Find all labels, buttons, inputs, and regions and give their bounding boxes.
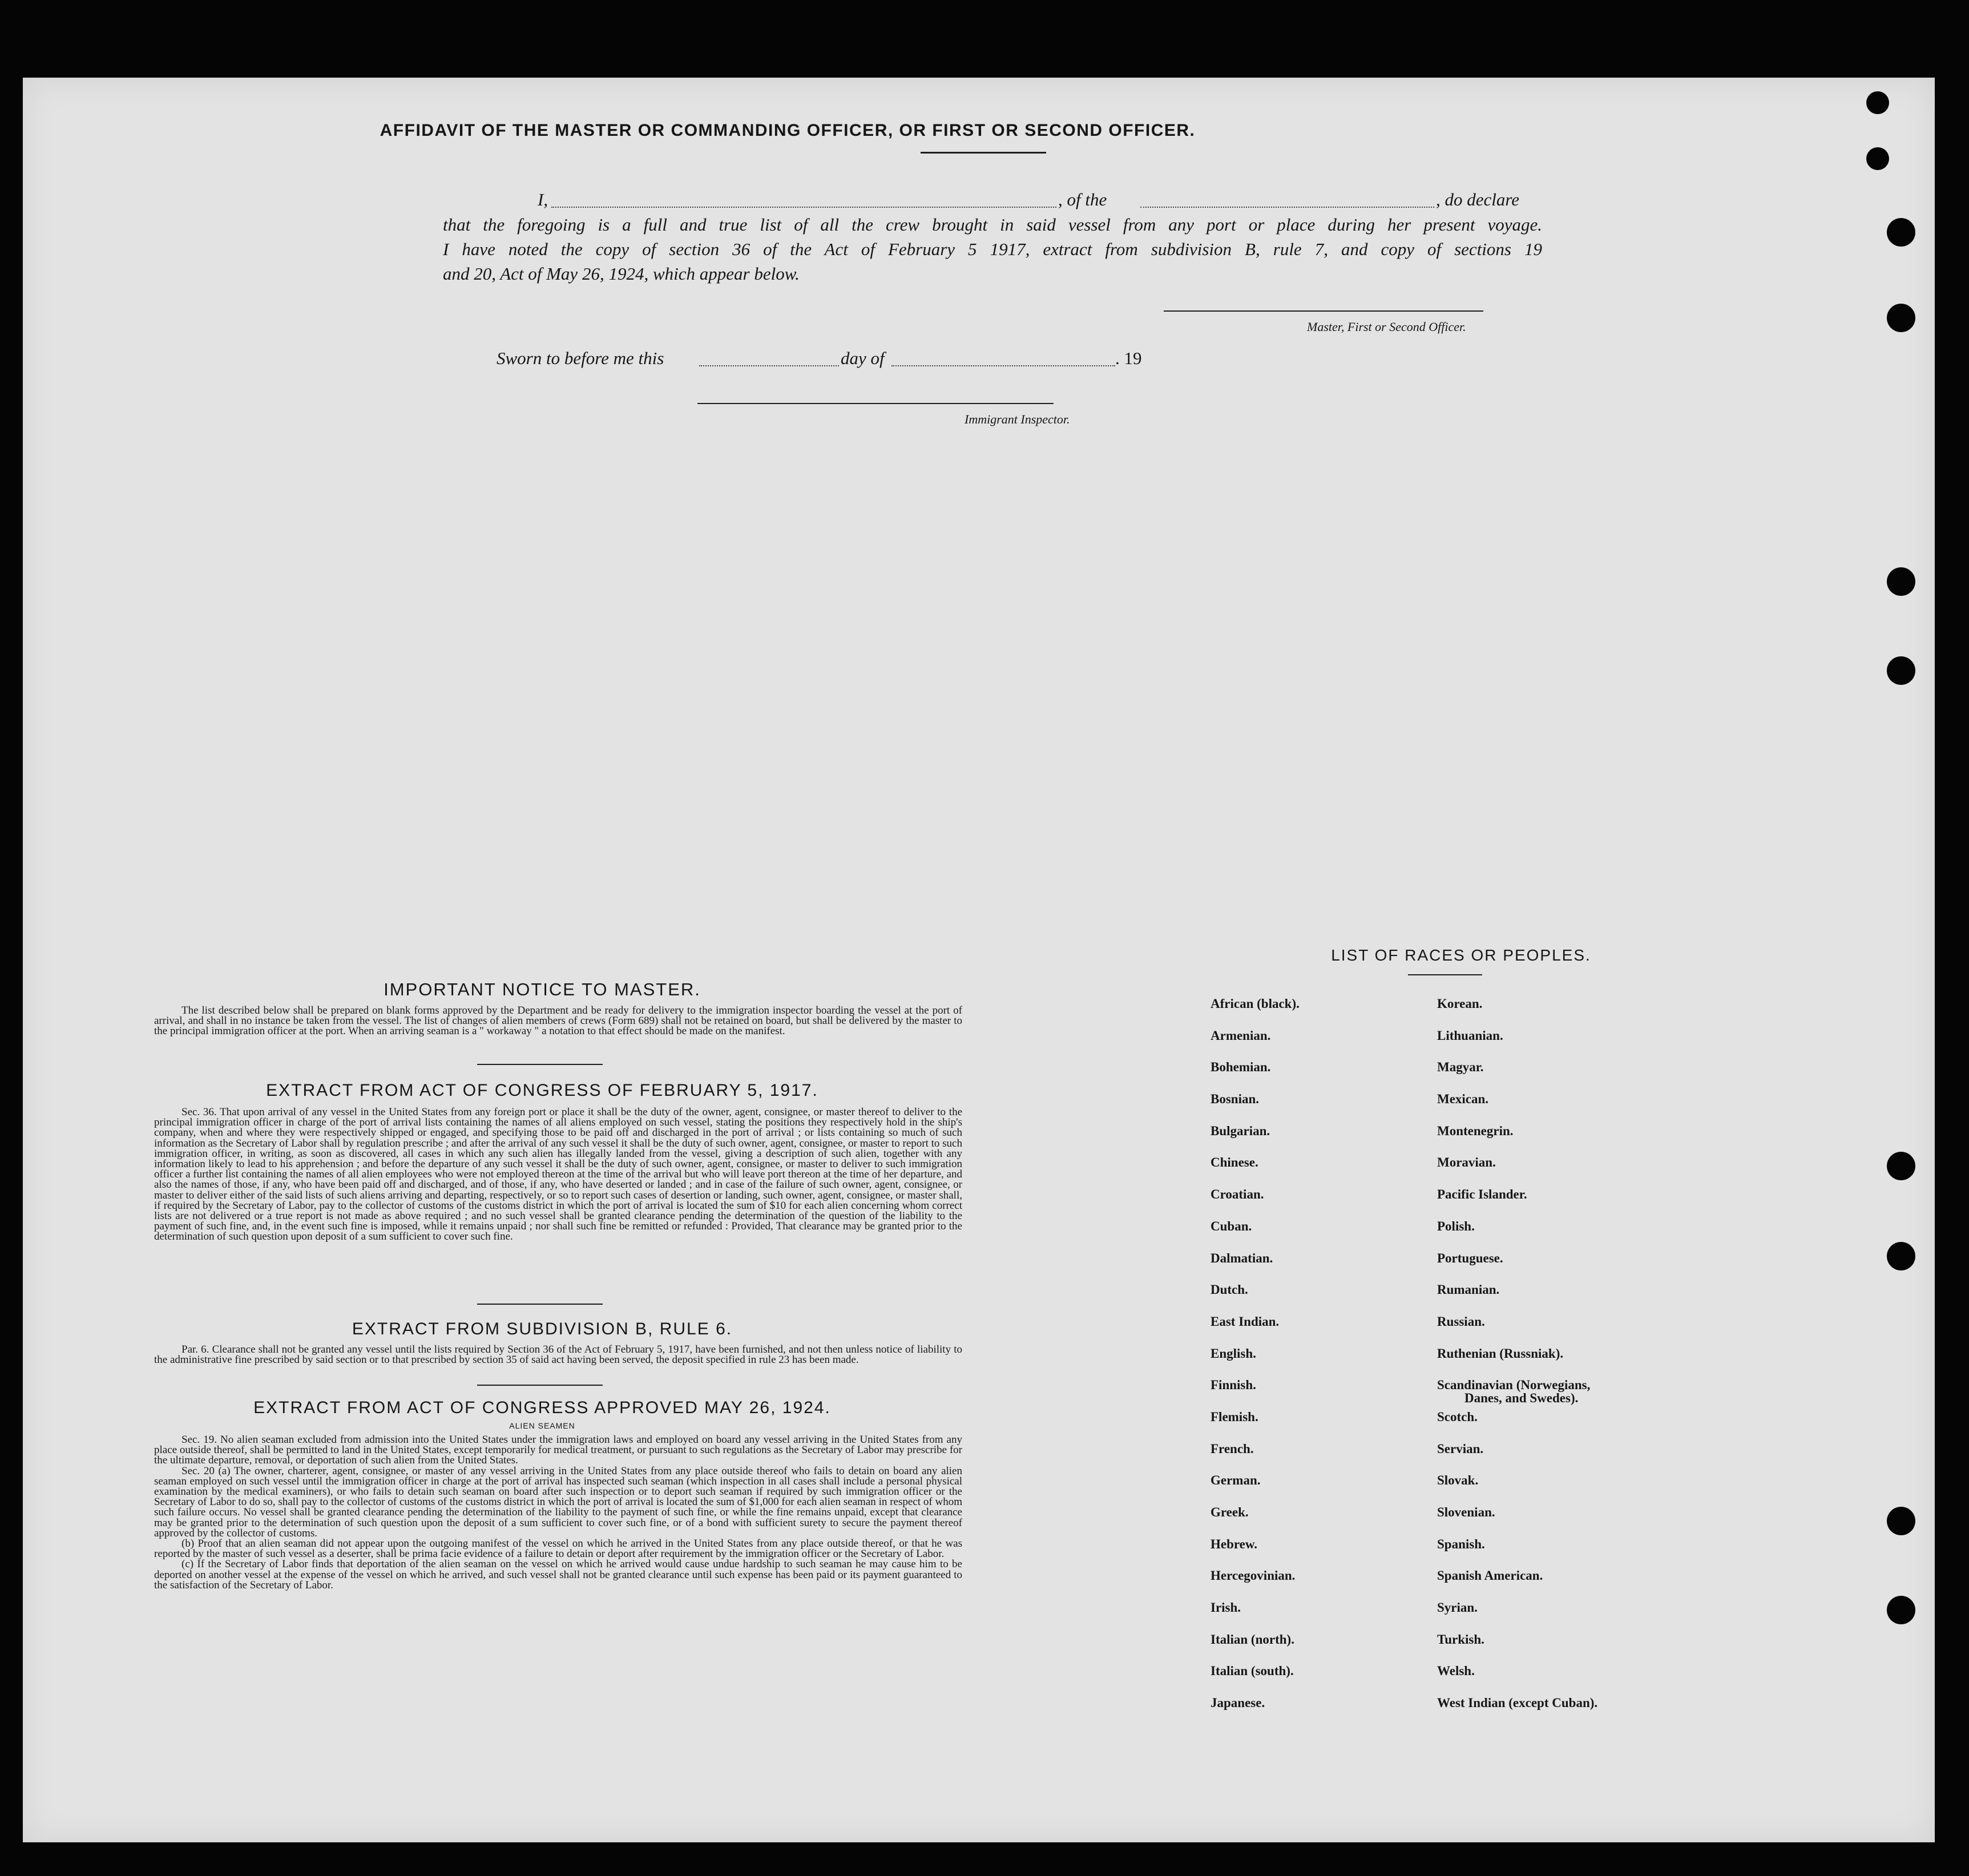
race-item: Turkish. [1437,1632,1484,1647]
race-item-scandinavian-line2: Danes, and Swedes). [1464,1391,1579,1406]
race-item: Syrian. [1437,1600,1478,1615]
extract-1917-title: EXTRACT FROM ACT OF CONGRESS OF FEBRUARY 5, 1917. [266,1081,818,1100]
sec20a-paragraph: Sec. 20 (a) The owner, charterer, agent, consignee, or master of any vessel arriving in the United States from any place outside thereof who fails to detain on board any alien seaman employed on such vessel until the immigration officer in charge at the port of arrival has inspected such seaman (which inspection in all cases shall include a personal physical examination by the medical examiners), or who fails to detain such seaman on board after such inspection or to deport such seaman if required by such immigration officer or the Secretary of Labor to do so, shall pay to the collector of customs of the customs district in which the port of arrival is located the sum of $1,000 for each alien seaman in respect of whom such failure occurs. No vessel shall be granted clearance pending the determination of the liability to the payment of such fine, or while the fine remains unpaid, except that clearance may be granted prior to the determination of such question upon the deposit of a sum sufficient to cover such fine, or of a bond with sufficient surety to secure the payment thereof approved by the collector of customs. [154,1465,962,1539]
name-blank[interactable] [551,207,1056,208]
race-item: Hebrew. [1211,1536,1257,1551]
notice-title: IMPORTANT NOTICE TO MASTER. [384,979,701,999]
race-item: Korean. [1437,997,1483,1011]
extract-1917-rule [477,1304,603,1305]
race-item: German. [1211,1473,1261,1488]
sworn-month-blank[interactable] [891,365,1115,366]
affidavit-line-3: I have noted the copy of section 36 of the Act of February 5 1917, extract from subdivision B, rule 7, and copy of sections 19 [443,239,1542,259]
race-item: Mexican. [1437,1092,1489,1107]
race-item: East Indian. [1211,1314,1280,1329]
race-item: Chinese. [1211,1155,1258,1170]
race-item: Servian. [1437,1441,1484,1456]
sworn-day-blank[interactable] [699,365,839,366]
punch-hole-icon [1887,1596,1915,1624]
race-item: Scotch. [1437,1409,1478,1424]
race-item: Hercegovinian. [1211,1568,1296,1583]
rule6-body [154,1345,962,1365]
punch-hole-icon [1887,1507,1915,1535]
sworn-day-of: day of [841,348,885,368]
race-item: Armenian. [1211,1028,1271,1043]
race-item: Montenegrin. [1437,1123,1514,1138]
extract-1917-body [154,1107,962,1242]
rule6-rule [477,1385,603,1386]
race-item: Lithuanian. [1437,1028,1503,1043]
race-item: African (black). [1211,997,1300,1011]
race-item: Polish. [1437,1219,1475,1233]
inspector-signature-line[interactable] [697,403,1054,404]
race-item: Bohemian. [1211,1060,1271,1075]
extract-1917-paragraph: Sec. 36. That upon arrival of any vessel in the United States from any foreign port or place it shall be the duty of the owner, agent, consignee, or master thereof to deliver to the principal immigration officer in charge of the port of arrival lists containing the names of all aliens employed on such vessel, stating the positions they respectively hold in the ship's company, when and where they were respectively shipped or engaged, and specifying those to be paid off and discharged in the port of arrival ; or lists containing so much of such information as the Secretary of Labor shall by regulation prescribe ; and after the arrival of any such vessel it shall be the duty of such owner, agent, consignee, or master to report to such immigration officer, in writing, as soon as discovered, all cases in which any such alien has illegally landed from the vessel, giving a description of such alien, together with any information likely to lead to his apprehension ; and before the departure of any such vessel it shall be the duty of such owner, agent, consignee, or master to deliver to such immigration officer a further list containing the names of all alien employees who were not employed thereon at the time of the arrival but who will leave port thereon at the time of her departure, and also the names of those, if any, who have been paid off and discharged, and of those, if any, who have deserted or landed ; and in case of the failure of such owner, agent, consignee, or master to deliver either of the said lists of such aliens arriving and departing, respectively, or so to report such cases of desertion or landing, such owner, agent, consignee, or master shall, if required by the Secretary of Labor, pay to the collector of customs of the customs district in which the port of arrival is located the sum of $10 for each alien concerning whom correct lists are not delivered or a true report is not made as above required ; and no such vessel shall be granted clearance pending the determination of the question of the liability to the payment of such fine, and, in the event such fine is imposed, while it remains unpaid ; nor shall such fine be remitted or refunded : Provided, That clearance may be granted prior to the determination of such question upon deposit of a sum sufficient to cover such fine. [154,1106,962,1243]
affidavit-title: AFFIDAVIT OF THE MASTER OR COMMANDING OFFICER, OR FIRST OR SECOND OFFICER. [380,121,1196,140]
punch-hole-icon [1887,218,1915,247]
rule6-title: EXTRACT FROM SUBDIVISION B, RULE 6. [352,1320,733,1338]
race-item: Welsh. [1437,1664,1475,1679]
sec20b-paragraph: (b) Proof that an alien seaman did not appear upon the outgoing manifest of the vessel on which he arrived in the United States from any place outside thereof, or that he was reported by the master of such vessel as a deserter, shall be prima facie evidence of a failure to detain or deport after requirement by the immigration officer or the Secretary of Labor. [154,1538,962,1560]
race-item: Bosnian. [1211,1092,1260,1107]
race-item: Cuban. [1211,1219,1252,1233]
affidavit-i: I, [538,189,548,209]
sec19-paragraph: Sec. 19. No alien seaman excluded from admission into the United States under the immigration laws and employed on board any vessel arriving in the United States from any place outside thereof, shall be permitted to land in the United States, except temporarily for medical treatment, or pursuant to such regulations as the Secretary of Labor may prescribe for the ultimate departure, removal, or deportation of such alien from the United States. [154,1434,962,1467]
sworn-line [497,348,1181,373]
race-item: Irish. [1211,1600,1241,1615]
race-item: Pacific Islander. [1437,1187,1527,1202]
inspector-label: Immigrant Inspector. [965,412,1070,426]
race-item: Croatian. [1211,1187,1264,1202]
affidavit-line-2: that the foregoing is a full and true list of all the crew brought in said vessel from any port or place during her present voyage. [443,215,1542,235]
affidavit-title-rule [921,152,1046,154]
race-item: Portuguese. [1437,1250,1503,1265]
race-item: Spanish American. [1437,1568,1543,1583]
extract-1924-title: EXTRACT FROM ACT OF CONGRESS APPROVED MAY 26, 1924. [253,1398,831,1417]
extract-1924-subtitle: ALIEN SEAMEN [509,1421,575,1430]
rule6-paragraph: Par. 6. Clearance shall not be granted any vessel until the lists required by Section 36 of the Act of February 5, 1917, have been furnished, and not then unless notice of liability to the administrative fine prescribed by said section or to that prescribed by section 35 of said act having been served, the deposit specified in rule 23 has been made. [154,1344,962,1366]
race-item: English. [1211,1346,1256,1361]
punch-hole-icon [1866,91,1889,114]
race-item: Moravian. [1437,1155,1496,1170]
master-signature-label: Master, First or Second Officer. [1307,320,1466,334]
document-page [23,78,1935,1842]
races-right-column [1437,997,1597,1728]
sworn-year: . 19 [1115,348,1142,368]
races-left-column [1211,997,1300,1728]
race-item: French. [1211,1441,1254,1456]
extract-1924-body [154,1435,962,1591]
races-title: LIST OF RACES OR PEOPLES. [1331,946,1591,964]
race-item: Bulgarian. [1211,1123,1270,1138]
race-item: West Indian (except Cuban). [1437,1696,1598,1710]
race-item: Slovenian. [1437,1505,1495,1519]
race-item: Greek. [1211,1505,1249,1519]
race-item: Italian (north). [1211,1632,1294,1647]
punch-hole-icon [1887,567,1915,596]
notice-rule [477,1064,603,1065]
race-item-scandinavian [1437,1378,1597,1410]
punch-hole-icon [1866,147,1889,170]
affidavit-do-declare: , do declare [1436,189,1520,209]
race-item: Russian. [1437,1314,1485,1329]
race-item: Slovak. [1437,1473,1479,1488]
race-item-scandinavian-line1: Scandinavian (Norwegians, [1437,1378,1591,1393]
vessel-blank[interactable] [1140,207,1434,208]
race-item: Finnish. [1211,1378,1256,1393]
race-item: Spanish. [1437,1536,1485,1551]
sworn-prefix: Sworn to before me this [497,348,664,368]
master-signature-line[interactable] [1164,310,1483,312]
race-item: Ruthenian (Russniak). [1437,1346,1564,1361]
affidavit-line-4: and 20, Act of May 26, 1924, which appear below. [443,264,800,284]
race-item: Dutch. [1211,1282,1248,1297]
sec20c-paragraph: (c) If the Secretary of Labor finds that deportation of the alien seaman on the vessel on which he arrived would cause undue hardship to such seaman he may cause him to be deported on another vessel at the expense of the vessel on which he arrived, and such vessel shall not be granted clearance until such expense has been paid or its payment guaranteed to the satisfaction of the Secretary of Labor. [154,1558,962,1591]
race-item: Rumanian. [1437,1282,1500,1297]
race-item: Dalmatian. [1211,1250,1273,1265]
races-rule [1408,974,1482,975]
race-item: Italian (south). [1211,1664,1294,1679]
punch-hole-icon [1887,1242,1915,1270]
notice-paragraph: The list described below shall be prepared on blank forms approved by the Department and be ready for delivery to the immigration inspector boarding the vessel at the port of arrival, and shall in no instance be taken from the vessel. The list of changes of alien members of crews (Form 689) shall not be retained on board, but shall be delivered by the master to the principal immigration officer at the port. When an arriving seaman is a " workaway " a notation to that effect should be made on the manifest. [154,1004,962,1038]
punch-hole-icon [1887,656,1915,685]
punch-hole-icon [1887,1152,1915,1180]
race-item: Flemish. [1211,1409,1258,1424]
affidavit-of-the: , of the [1058,189,1107,209]
race-item: Japanese. [1211,1696,1265,1710]
race-item: Magyar. [1437,1060,1484,1075]
punch-hole-icon [1887,304,1915,332]
notice-body [154,1006,962,1037]
